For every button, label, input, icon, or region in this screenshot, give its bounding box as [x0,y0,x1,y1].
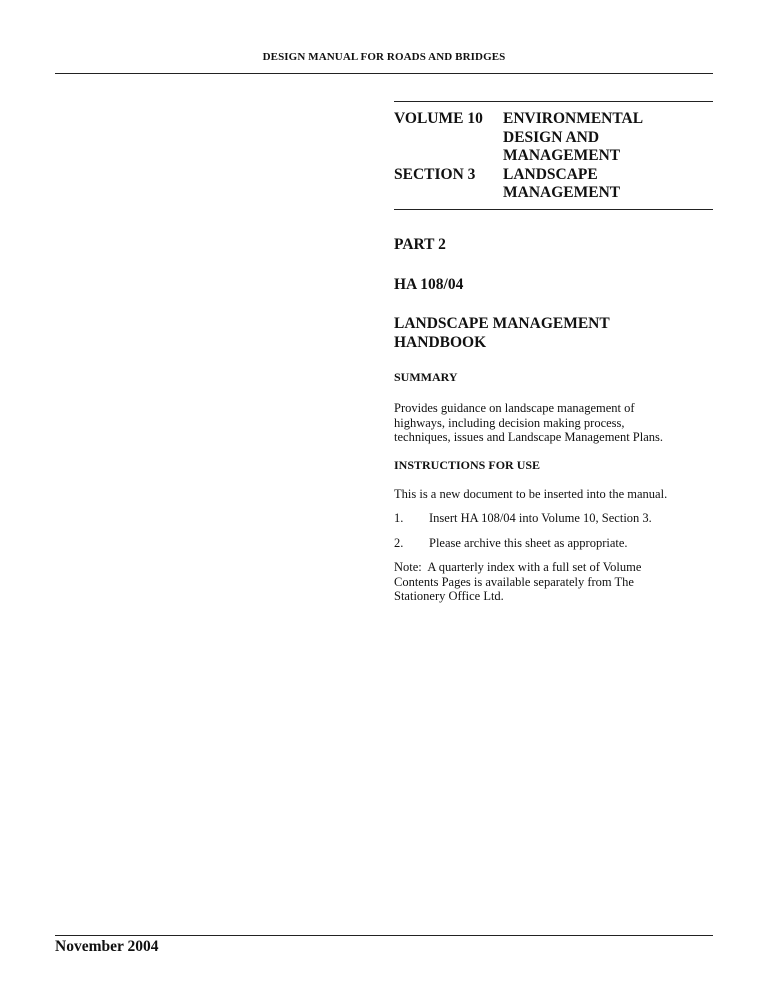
instructions-intro: This is a new document to be inserted into the manual. [394,486,668,501]
note-line: Stationery Office Ltd. [394,589,504,603]
summary-heading: SUMMARY [394,370,458,384]
volume-block-bottom-divider [394,209,713,210]
manual-title: DESIGN MANUAL FOR ROADS AND BRIDGES [262,51,506,63]
document-number: HA 108/04 [394,275,464,293]
note-text [394,560,713,604]
step-number: 1. [394,511,404,525]
instructions-heading: INSTRUCTIONS FOR USE [394,457,541,472]
step-text: Please archive this sheet as appropriate. [429,535,628,550]
instruction-step [394,511,713,526]
step-number: 2. [394,535,404,550]
header-divider [55,73,713,74]
note-line: Contents Pages is available separately from The [394,574,634,589]
section-title-line: LANDSCAPE [503,165,598,183]
main-content [394,236,713,604]
section-label: SECTION 3 [394,165,476,183]
step-text: Insert HA 108/04 into Volume 10, Section 3. [429,511,652,525]
volume-title-line: DESIGN AND [503,128,600,146]
volume-title [503,110,713,166]
section-row [394,166,713,203]
volume-label: VOLUME 10 [394,110,483,127]
footer-date: November 2004 [55,938,159,955]
summary-line: Provides guidance on landscape management of [394,401,635,415]
instruction-step [394,536,713,551]
document-title-line: LANDSCAPE MANAGEMENT [394,315,610,332]
summary-text [394,401,713,445]
document-title [394,315,713,352]
summary-line: highways, including decision making process, [394,415,625,430]
section-title [503,166,713,203]
volume-row [394,110,713,166]
volume-title-line: ENVIRONMENTAL [503,110,644,127]
footer-divider [55,935,713,936]
volume-title-line: MANAGEMENT [503,147,621,164]
section-title-line: MANAGEMENT [503,184,621,201]
note-line: Note: A quarterly index with a full set of Volume [394,560,642,574]
volume-block-top-divider [394,101,713,102]
part-heading: PART 2 [394,236,446,253]
summary-line: techniques, issues and Landscape Management Plans. [394,430,664,444]
document-title-line: HANDBOOK [394,333,487,351]
volume-block [394,110,713,203]
